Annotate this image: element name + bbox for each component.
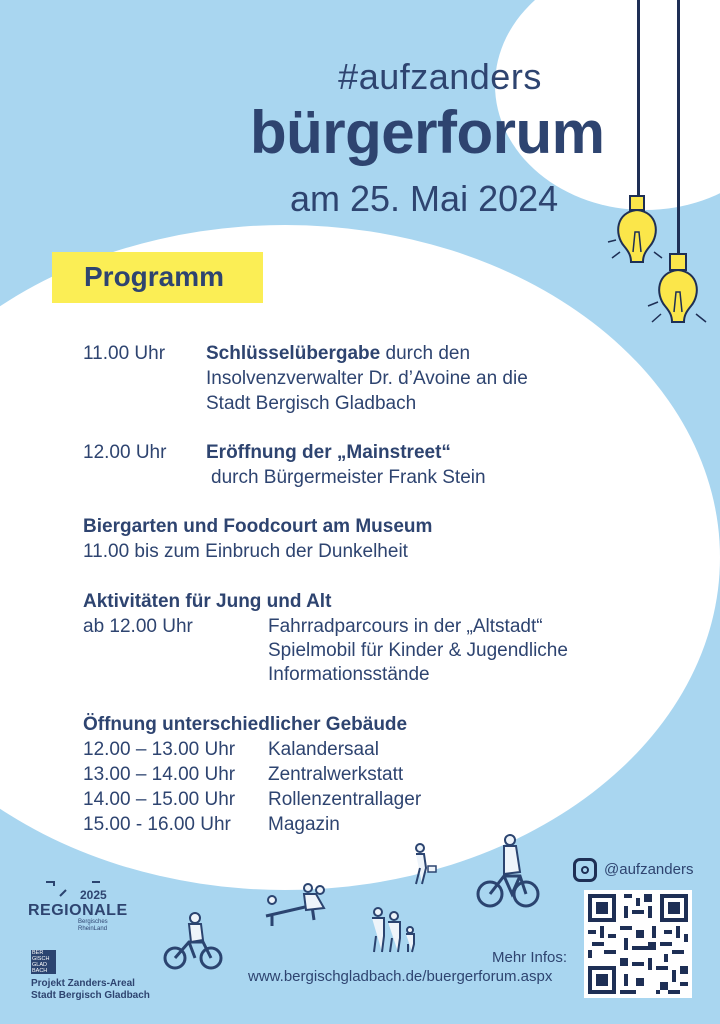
page-title: bürgerforum	[250, 99, 605, 166]
city-logo-text: GISCH	[32, 956, 50, 962]
picnic-icon	[262, 880, 338, 928]
family-icon	[368, 906, 420, 954]
regionale-year: 2025	[80, 888, 107, 902]
section-text: 11.00 bis zum Einbruch der Dunkelheit	[83, 541, 408, 562]
building-place: Rollenzentrallager	[268, 789, 422, 810]
bulb-wire-right	[677, 0, 680, 255]
item-title-line	[206, 341, 470, 366]
person-icon	[408, 842, 438, 886]
program-heading: Programm	[84, 261, 225, 292]
project-line: Projekt Zanders-Areal	[31, 978, 135, 989]
regionale-sub: RheinLand	[78, 926, 108, 932]
cyclist-icon	[163, 912, 225, 974]
section-title: Biergarten und Foodcourt am Museum	[83, 516, 433, 537]
building-time: 12.00 – 13.00 Uhr	[83, 739, 236, 760]
event-date: am 25. Mai 2024	[290, 178, 559, 219]
city-logo-text: GLAD	[32, 962, 47, 968]
instagram-handle[interactable]: @aufzanders	[604, 861, 694, 878]
city-logo-text: BACH	[32, 968, 48, 974]
building-time: 14.00 – 15.00 Uhr	[83, 789, 236, 810]
light-bulb-icon	[646, 250, 712, 336]
activity-item: Spielmobil für Kinder & Jugendliche	[268, 640, 568, 661]
regionale-sub: Bergisches	[78, 919, 108, 925]
building-time: 13.00 – 14.00 Uhr	[83, 764, 236, 785]
building-time: 15.00 - 16.00 Uhr	[83, 814, 231, 835]
hashtag: #aufzanders	[338, 56, 542, 97]
item-time: 12.00 Uhr	[83, 442, 167, 463]
section-title: Öffnung unterschiedlicher Gebäude	[83, 714, 408, 735]
item-text: Stadt Bergisch Gladbach	[206, 393, 417, 414]
project-line: Stadt Bergisch Gladbach	[31, 990, 150, 1001]
item-title: Schlüsselübergabe	[206, 343, 381, 364]
city-logo-text: BER	[32, 950, 44, 956]
item-time: ab 12.00 Uhr	[83, 616, 193, 637]
bulb-wire-left	[637, 0, 640, 200]
item-time: 11.00 Uhr	[83, 343, 166, 364]
activity-item: Informationsstände	[268, 664, 430, 685]
building-place: Magazin	[268, 814, 340, 835]
building-place: Kalandersaal	[268, 739, 379, 760]
instagram-icon[interactable]	[573, 858, 597, 882]
activity-item: Fahrradparcours in der „Altstadt“	[268, 616, 543, 637]
regionale-name: REGIONALE	[28, 902, 128, 919]
item-text: Insolvenzverwalter Dr. d’Avoine an die	[206, 368, 528, 389]
cyclist-icon	[476, 832, 542, 912]
item-text: durch den	[380, 343, 471, 364]
qr-code[interactable]	[584, 890, 692, 998]
city-logo	[31, 950, 56, 974]
item-text: durch Bürgermeister Frank Stein	[211, 467, 486, 488]
item-title: Eröffnung der „Mainstreet“	[206, 442, 451, 463]
info-url[interactable]: www.bergischgladbach.de/buergerforum.aspx	[248, 968, 553, 985]
section-title: Aktivitäten für Jung und Alt	[83, 591, 332, 612]
building-place: Zentralwerkstatt	[268, 764, 404, 785]
more-info-label: Mehr Infos:	[492, 949, 568, 966]
